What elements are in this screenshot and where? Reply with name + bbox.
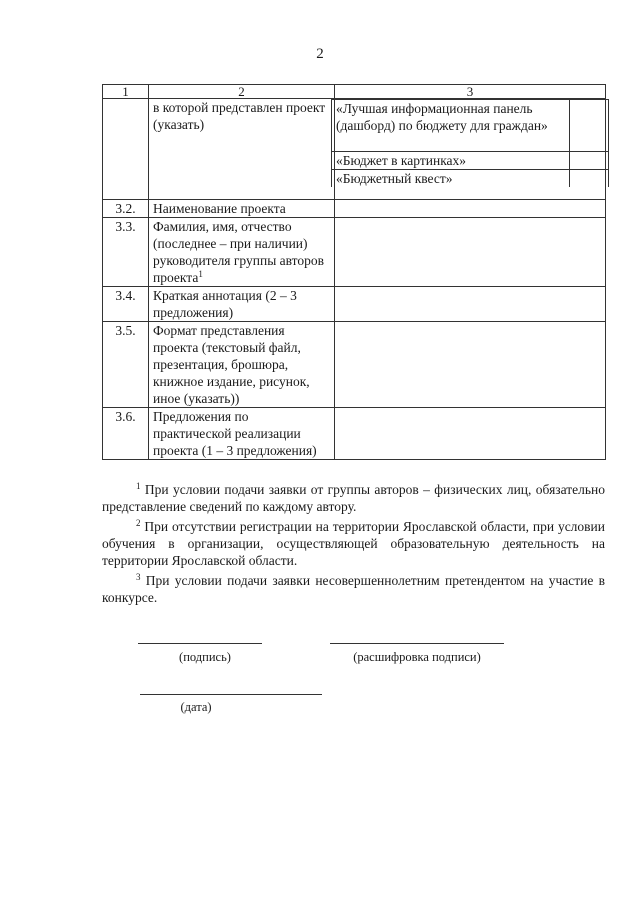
row-number: 3.4.: [103, 287, 149, 322]
row-label-cell: в которой представлен проект (указать): [149, 99, 335, 200]
category-option-checkbox[interactable]: [570, 152, 609, 170]
row-value-field[interactable]: [335, 408, 606, 460]
header-cell-3: 3: [335, 85, 606, 99]
row-number: 3.2.: [103, 200, 149, 218]
signature-label: (подпись): [179, 650, 231, 664]
row-label: Краткая аннотация (2 – 3 предложения): [149, 287, 335, 322]
row-value-field[interactable]: [335, 287, 606, 322]
category-option-row: [332, 100, 609, 152]
signature-decoding-label: (расшифровка подписи): [353, 650, 481, 664]
table-row: [103, 218, 606, 287]
row-number: 3.6.: [103, 408, 149, 460]
footnote: $^2$ При отсутствии регистрации на территории Ярославской области, при условии обучения в организации, осуществляющей образовательную деятельность на территории Ярославской области.: [102, 518, 605, 568]
category-option-checkbox[interactable]: [570, 100, 609, 152]
category-option-quest: «Бюджетный квест»: [332, 170, 570, 188]
category-option-checkbox[interactable]: [570, 170, 609, 188]
category-option-dashboard: «Лучшая информационная панель (дашборд) по бюджету для граждан»: [332, 100, 570, 152]
row-label: Фамилия, имя, отчество (последнее – при наличии) руководителя группы авторов проекта$^1$: [149, 218, 335, 287]
table-row: [103, 200, 606, 218]
date-line[interactable]: [140, 694, 322, 695]
category-options-cell: [335, 99, 606, 200]
table-row-category: [103, 99, 606, 200]
header-cell-1: 1: [103, 85, 149, 99]
application-form-table: [102, 84, 606, 460]
row-value-field[interactable]: [335, 322, 606, 408]
header-cell-2: 2: [149, 85, 335, 99]
row-number-cell: [103, 99, 149, 200]
footnote: $^3$ При условии подачи заявки несовершеннолетним претендентом на участие в конкурсе.: [102, 572, 606, 605]
signature-line[interactable]: [138, 643, 262, 644]
row-label: Формат представления проекта (текстовый файл, презентация, брошюра, книжное издание, рисунок, иное (указать)): [149, 322, 335, 408]
table-header-row: [103, 85, 606, 99]
row-number: 3.5.: [103, 322, 149, 408]
row-label: Предложения по практической реализации проекта (1 – 3 предложения): [149, 408, 335, 460]
date-label: (дата): [180, 700, 212, 714]
row-value-field[interactable]: [335, 200, 606, 218]
signature-decoding-line[interactable]: [330, 643, 504, 644]
row-value-field[interactable]: [335, 218, 606, 287]
page-number: 2: [316, 46, 324, 62]
category-option-pictures: «Бюджет в картинках»: [332, 152, 570, 170]
footnote-ref: 1: [198, 269, 203, 279]
category-options-table: [331, 99, 609, 187]
row-number: 3.3.: [103, 218, 149, 287]
table-row: [103, 322, 606, 408]
table-row: [103, 287, 606, 322]
category-option-row: [332, 152, 609, 170]
footnotes: [102, 481, 605, 609]
row-label: Наименование проекта: [149, 200, 335, 218]
footnote: $^1$ При условии подачи заявки от группы авторов – физических лиц, обязательно представление сведений по каждому автору.: [102, 481, 606, 514]
category-option-row: [332, 170, 609, 188]
table-row: [103, 408, 606, 460]
